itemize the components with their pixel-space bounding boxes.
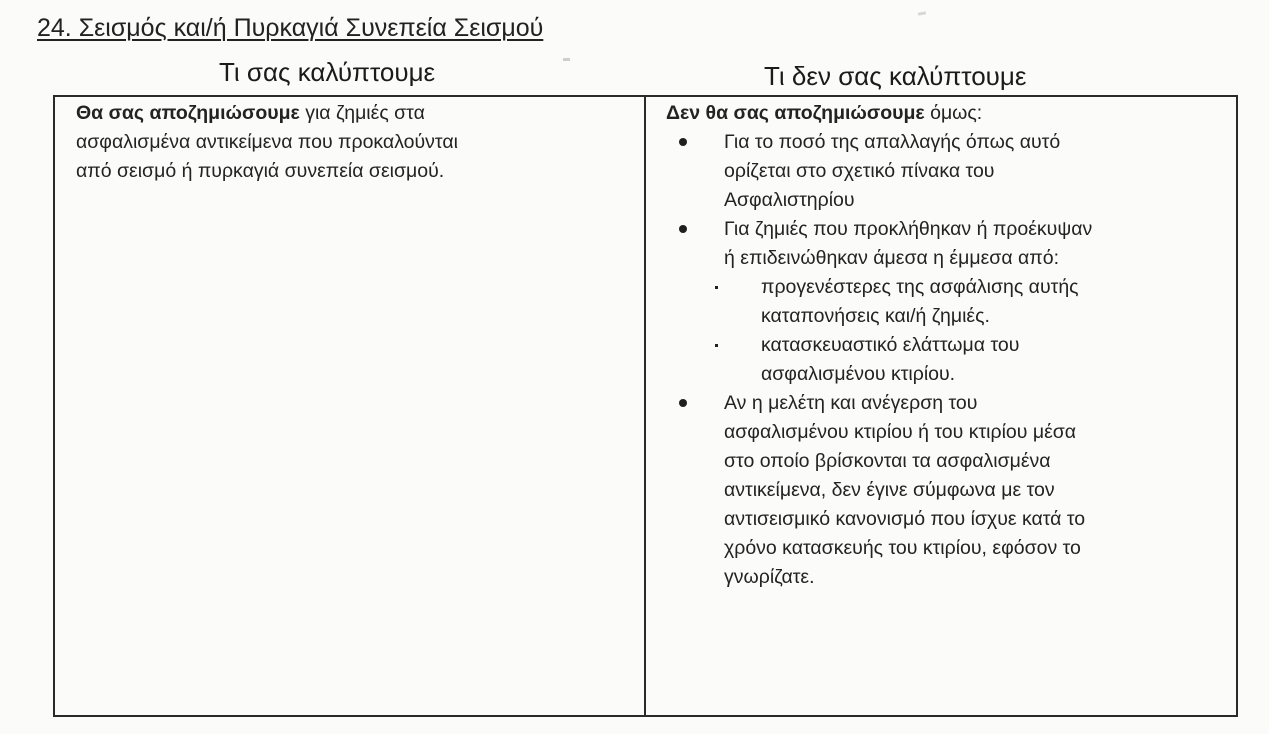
covered-text: για ζημιές στα [299,102,425,124]
exclusion-item [666,389,1226,592]
scan-speck [918,11,926,15]
column-divider [644,97,646,715]
exclusions-list [666,128,1226,592]
exclusion-sublist [724,273,1226,389]
bullet-icon [679,138,687,146]
exclusion-subline: κατασκευαστικό ελάττωμα του [761,334,1020,356]
exclusion-subline: καταπονήσεις και/ή ζημιές. [761,305,990,327]
bullet-icon [679,399,687,407]
covered-line-3: από σεισμό ή πυρκαγιά συνεπεία σεισμού. [76,160,445,182]
exclusion-line: Ασφαλιστηρίου [724,189,855,211]
exclusion-line: ή επιδεινώθηκαν άμεσα η έμμεσα από: [724,247,1060,269]
exclusion-line: Για το ποσό της απαλλαγής όπως αυτό [724,131,1061,153]
bullet-icon [679,225,687,233]
exclusion-subline: ασφαλισμένου κτιρίου. [761,363,956,385]
exclusion-line: γνωρίζατε. [724,566,815,588]
not-covered-intro [666,99,1226,128]
not-covered-bold-intro: Δεν θα σας αποζημιώσουμε [666,102,925,124]
exclusion-line: Για ζημιές που προκλήθηκαν ή προέκυψαν [724,218,1093,240]
exclusion-line: αντισεισμικό κανονισμό που ίσχυε κατά το [724,508,1086,530]
exclusion-subitem [724,331,1226,389]
section-title: 24. Σεισμός και/ή Πυρκαγιά Συνεπεία Σεισμού [37,14,544,42]
exclusion-line: χρόνο κατασκευής του κτιρίου, εφόσον το [724,537,1081,559]
exclusion-item [666,128,1226,215]
covered-line-2: ασφαλισμένα αντικείμενα που προκαλούνται [76,131,458,153]
exclusion-line: ασφαλισμένου κτιρίου ή του κτιρίου μέσα [724,421,1077,443]
not-covered-intro-rest: όμως: [924,102,983,124]
coverage-table [53,95,1238,717]
exclusion-line: στο οποίο βρίσκονται τα ασφαλισμένα [724,450,1051,472]
sub-bullet-icon [715,344,718,347]
exclusion-line: Αν η μελέτη και ανέγερση του [724,392,978,414]
column-header-covered: Τι σας καλύπτουμε [219,57,436,87]
exclusion-subitem [724,273,1226,331]
not-covered-cell [666,99,1226,592]
exclusion-item [666,215,1226,389]
exclusion-line: αντικείμενα, δεν έγινε σύμφωνα με τον [724,479,1055,501]
exclusion-subline: προγενέστερες της ασφάλισης αυτής [761,276,1079,298]
column-header-not-covered: Τι δεν σας καλύπτουμε [764,61,1027,91]
covered-bold-intro: Θα σας αποζημιώσουμε [76,102,300,124]
exclusion-line: ορίζεται στο σχετικό πίνακα του [724,160,995,182]
covered-line-1 [76,99,621,128]
scan-speck [563,58,570,61]
covered-cell [76,99,621,186]
sub-bullet-icon [715,286,718,289]
